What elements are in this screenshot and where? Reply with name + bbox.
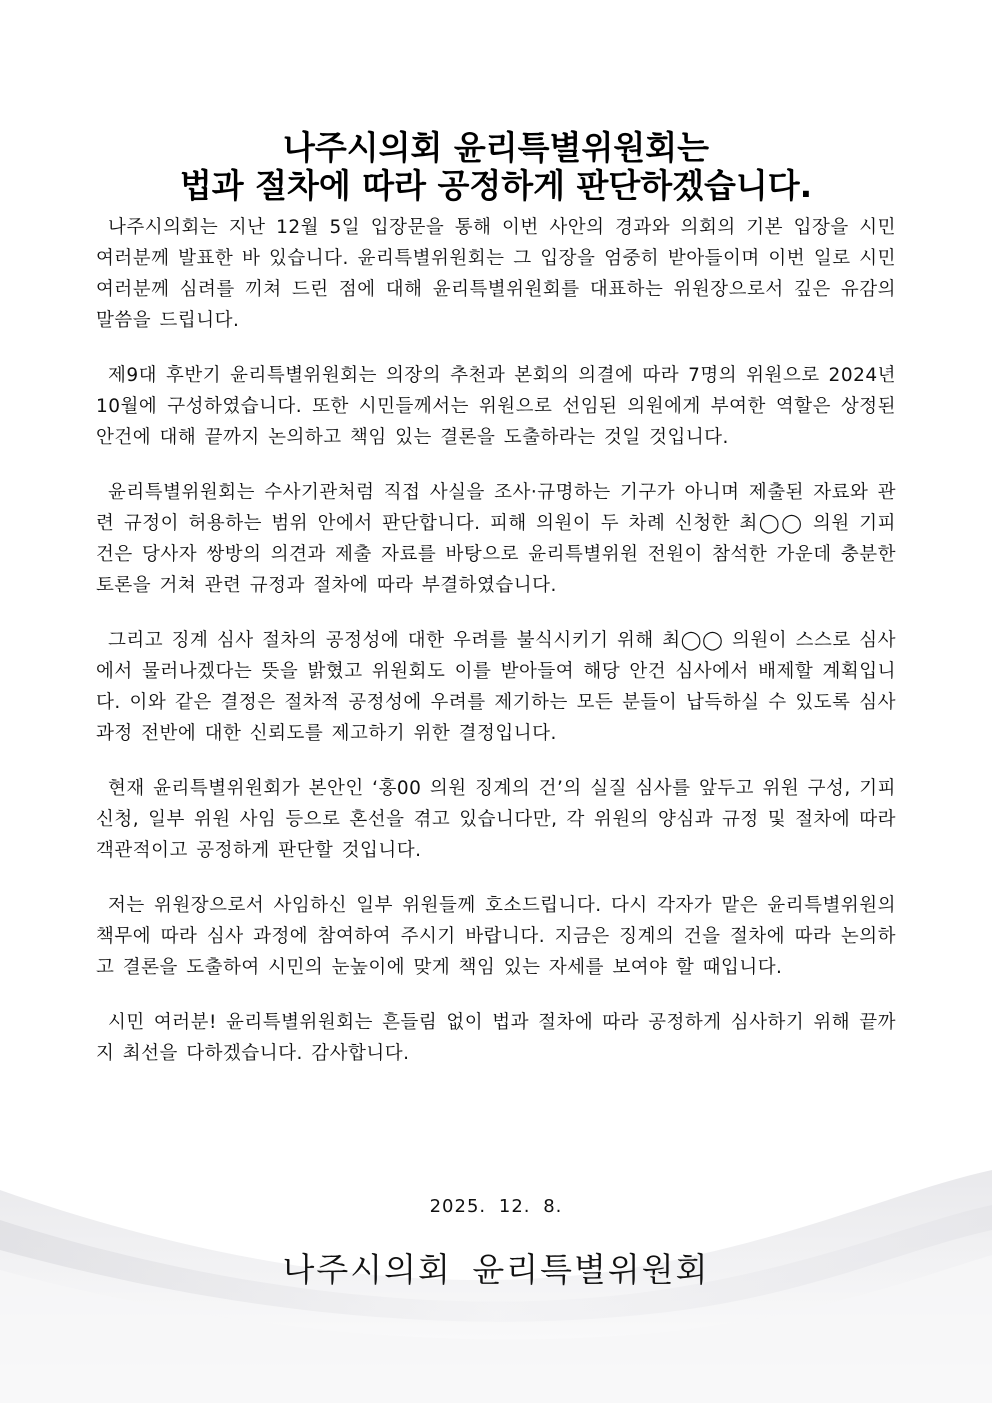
paragraph-2: 제9대 후반기 윤리특별위원회는 의장의 추천과 본회의 의결에 따라 7명의 위원으로 2024년 10월에 구성하였습니다. 또한 시민들께서는 위원으로 선임된 의원에게 부여한 역할은 상정된 안건에 대해 끝까지 논의하고 책임 있는 결론을 도출하라는 것일 것입니다. — [96, 365, 896, 448]
paragraph-4: 그리고 징계 심사 절차의 공정성에 대한 우려를 불식시키기 위해 최◯◯ 의원이 스스로 심사에서 물러나겠다는 뜻을 밝혔고 위원회도 이를 받아들여 해당 안건 심사에서 배제할 계획입니다. 이와 같은 결정은 절차적 공정성에 우려를 제기하는 모든 분들이 납득하실 수 있도록 심사 과정 전반에 대한 신뢰도를 제고하기 위한 결정입니다. — [96, 630, 896, 744]
title-line-2: 법과 절차에 따라 공정하게 판단하겠습니다. — [179, 166, 813, 205]
title-line-1: 나주시의회 윤리특별위원회는 — [283, 128, 709, 167]
paragraph-5: 현재 윤리특별위원회가 본안인 ‘홍00 의원 징계의 건’의 실질 심사를 앞두고 위원 구성, 기피 신청, 일부 위원 사임 등으로 혼선을 겪고 있습니다만, 각 위원의 양심과 규정 및 절차에 따라 객관적이고 공정하게 판단할 것입니다. — [96, 778, 896, 861]
paragraph-6: 저는 위원장으로서 사임하신 일부 위원들께 호소드립니다. 다시 각자가 맡은 윤리특별위원의 책무에 따라 심사 과정에 참여하여 주시기 바랍니다. 지금은 징계의 건을 절차에 따라 논의하고 결론을 도출하여 시민의 눈높이에 맞게 책임 있는 자세를 보여야 할 때입니다. — [96, 895, 896, 978]
statement-body — [96, 212, 896, 1093]
statement-date: 2025. 12. 8. — [429, 1196, 563, 1217]
paragraph-3: 윤리특별위원회는 수사기관처럼 직접 사실을 조사·규명하는 기구가 아니며 제출된 자료와 관련 규정이 허용하는 범위 안에서 판단합니다. 피해 의원이 두 차례 신청한 최◯◯ 의원 기피 건은 당사자 쌍방의 의견과 제출 자료를 바탕으로 윤리특별위원 전원이 참석한 가운데 충분한 토론을 거쳐 관련 규정과 절차에 따라 부결하였습니다. — [96, 482, 896, 596]
paragraph-7: 시민 여러분! 윤리특별위원회는 흔들림 없이 법과 절차에 따라 공정하게 심사하기 위해 끝까지 최선을 다하겠습니다. 감사합니다. — [96, 1012, 896, 1064]
signature-committee: 나주시의회 윤리특별위원회 — [282, 1250, 710, 1289]
paragraph-1: 나주시의회는 지난 12월 5일 입장문을 통해 이번 사안의 경과와 의회의 기본 입장을 시민 여러분께 발표한 바 있습니다. 윤리특별위원회는 그 입장을 엄중히 받아들이며 이번 일로 시민 여러분께 심려를 끼쳐 드린 점에 대해 윤리특별위원회를 대표하는 위원장으로서 깊은 유감의 말씀을 드립니다. — [96, 217, 896, 331]
